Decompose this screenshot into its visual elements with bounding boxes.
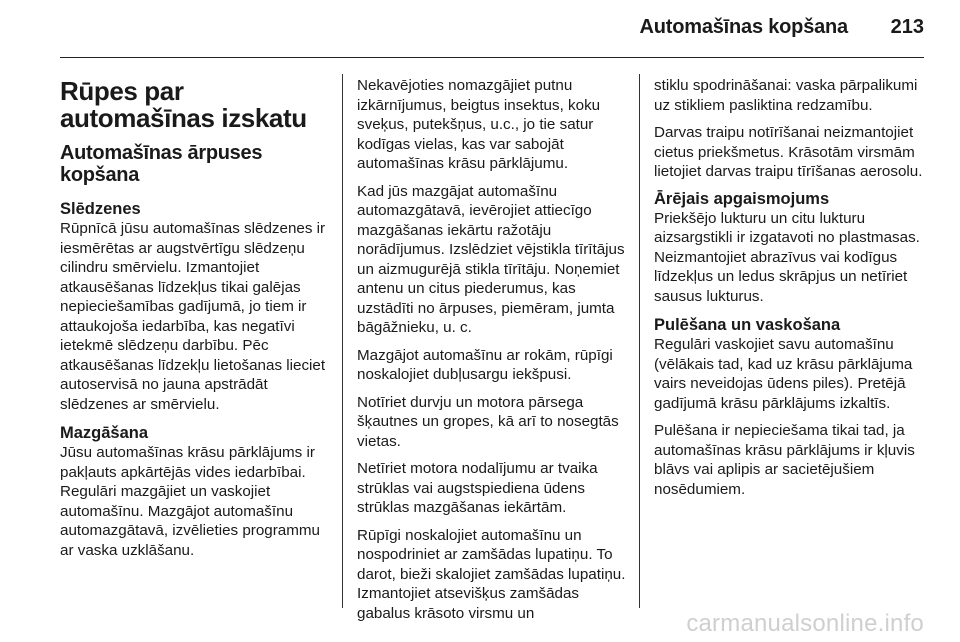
paragraph: Pulēšana ir nepieciešama tikai tad, ja automašīnas krāsu pārklājums ir kļuvis blāvs vai aplipis ar sacietējušiem nosēdumiem. [654, 422, 915, 498]
paragraph: Priekšējo lukturu un citu lukturu aizsargstikli ir izgatavoti no plastmasas. Neizmantojiet abrazīvus vai kodīgus līdzekļus un ledus skrāpjus un netīriet sausus lukturus. [654, 209, 920, 305]
section-polishing-waxing [654, 316, 926, 499]
paragraph: Nekavējoties nomazgājiet putnu izkārnījumus, beigtus insektus, koku sveķus, putekšņus, u.c., jo tie satur kodīgas vielas, kas var sabojāt automašīnas krāsu pārklājumu. [357, 77, 601, 172]
watermark: carmanualsonline.info [686, 610, 924, 637]
paragraph: Rūpīgi noskalojiet automašīnu un nospodriniet ar zamšādas lupatiņu. To darot, bieži skalojiet zamšādas lupatiņu. Izmantojiet atsevišķus zamšādas gabalus krāsoto virsmu un [357, 526, 626, 622]
paragraph: Darvas traipu notīrīšanai neizmantojiet cietus priekšmetus. Krāsotām virsmām lietojiet darvas traipu tīrīšanas aerosolu. [654, 124, 923, 180]
paragraph: Notīriet durvju un motora pārsega šķautnes un gropes, kā arī to nosegtās vietas. [357, 393, 619, 450]
subsection-title: Pulēšana un vaskošana [654, 316, 841, 334]
column-divider-2 [639, 74, 640, 608]
running-header-title: Automašīnas kopšana [639, 16, 848, 38]
column-1 [60, 78, 330, 570]
section-locks [60, 200, 330, 414]
paragraph: stiklu spodrināšanai: vaska pārpalikumi uz stikliem pasliktina redzamību. [654, 77, 918, 114]
subsection-title: Slēdzenes [60, 200, 141, 218]
header-divider [60, 57, 924, 58]
paragraph: Netīriet motora nodalījumu ar tvaika strūklas vai augstspiediena ūdens strūklas mazgāšanas iekārtām. [357, 460, 598, 516]
chapter-heading: Rūpes par automašīnas izskatu [60, 76, 307, 133]
subsection-title: Ārējais apgaismojums [654, 189, 830, 208]
paragraph: Rūpnīcā jūsu automašīnas slēdzenes ir iesmērētas ar augstvērtīgu slēdzeņu cilindru smērvielu. Izmantojiet atkausēšanas līdzekļus tikai galējas nepieciešamības gadījumā, jo tiem ir attaukojoša iedarbība, kas negatīvi ietekmē slēdzeņu darbību. Pēc atkausēšanas līdzekļu lietošanas lieciet autoservisā no jauna apstrādāt slēdzenes ar smērvielu. [60, 220, 326, 413]
section-washing [60, 424, 330, 560]
subsection-title: Mazgāšana [60, 424, 149, 442]
paragraph: Kad jūs mazgājat automašīnu automazgātavā, ievērojiet attiecīgo mazgāšanas iekārtu ražotāju norādījumus. Izslēdziet vējstikla tīrītājus un aizmugurējā stikla tīrītāju. Noņemiet antenu un citus piederumus, kas uzstādīti no ārpuses, piemēram, jumta bāgāžnieku, u. c. [357, 182, 625, 336]
paragraph: Mazgājot automašīnu ar rokām, rūpīgi noskalojiet dubļusargu iekšpusi. [357, 346, 613, 383]
column-3 [654, 76, 926, 509]
paragraph: Regulāri vaskojiet savu automašīnu (vēlākais tad, kad uz krāsu pārklājuma vairs neveidojas ūdens piles). Pretējā gadījumā krāsu pārklājums izkaltīs. [654, 336, 913, 412]
column-divider-1 [342, 74, 343, 608]
page-number: 213 [890, 16, 924, 38]
section-exterior-lighting [654, 190, 926, 307]
paragraph: Jūsu automašīnas krāsu pārklājums ir pakļauts apkārtējās vides iedarbībai. Regulāri mazgājiet un vaskojiet automašīnu. Mazgājot automašīnu automazgātavā, izvēlieties programmu ar vaska uzklāšanu. [60, 444, 320, 559]
column-2 [357, 76, 632, 631]
section-heading: Automašīnas ārpuses kopšana [60, 142, 263, 186]
